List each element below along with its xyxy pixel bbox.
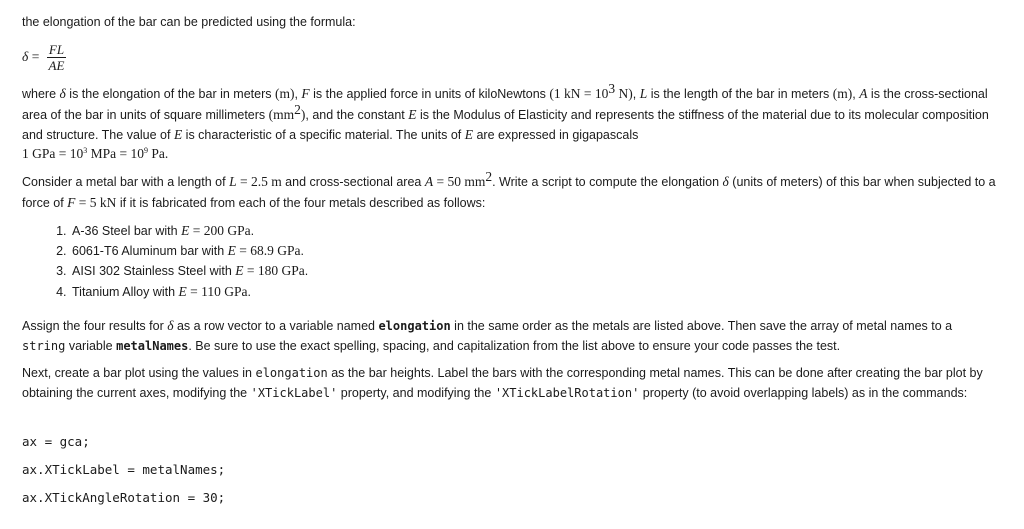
property-xticklabel: 'XTickLabel': [250, 385, 338, 400]
code-line: ax.XTickLabel = metalNames;: [22, 462, 226, 477]
formula: [22, 42, 997, 73]
intro-text: the elongation of the bar can be predicted using the formula:: [22, 15, 356, 29]
list-item: 3. AISI 302 Stainless Steel with E = 180 GPa.: [70, 261, 308, 281]
code-line: ax.XTickAngleRotation = 30;: [22, 490, 226, 505]
property-xticklabelrotation: 'XTickLabelRotation': [494, 385, 640, 400]
variable-elongation: elongation: [378, 319, 451, 333]
consider-paragraph: Consider a metal bar with a length of L = 2.5 m and cross-sectional area A = 50 $mm^2$. Write a script to compute the elongation δ (units of meters) of this bar when subjected to a force of F = 5 kN if it is fabricated from each of the four metals described as follows:: [22, 169, 996, 210]
next-paragraph: Next, create a bar plot using the values in elongation as the bar heights. Label the bars with the corresponding metal names. This can be done after creating the bar plot by obtaining the current axes, modifying the 'XTickLabel' property, and modifying the 'XTickLabelRotation' property (to avoid overlapping labels) as in the commands:: [22, 366, 983, 400]
list-item: 4. Titanium Alloy with E = 110 GPa.: [70, 282, 308, 302]
list-item: 1. A-36 Steel bar with E = 200 GPa.: [70, 221, 308, 241]
formula-equals: =: [31, 48, 40, 64]
formula-numerator: FL: [48, 42, 65, 57]
code-line: ax = gca;: [22, 434, 90, 449]
where-paragraph: where δ is the elongation of the bar in meters (m), F is the applied force in units of kiloNewtons (1 kN = $10^3$ N), L is the length of the bar in meters (m), A is the cross-sectional area of the bar in units of square millimeters $(mm^2)$, and the constant E is the Modulus of Elasticity and represents the stiffness of the material due to its molecular composition and structure. The value of E is characteristic of a specific material. The units of E are expressed in gigapascals: [22, 81, 989, 142]
gpa-conversion: 1 GPa = $10^3$ MPa = $10^9$ Pa.: [22, 146, 169, 161]
formula-lhs: δ: [22, 48, 29, 64]
list-item: 2. 6061-T6 Aluminum bar with E = 68.9 GPa.: [70, 241, 308, 261]
type-string: string: [22, 338, 66, 353]
metals-list: [22, 221, 308, 302]
formula-fraction: [47, 42, 66, 73]
assign-paragraph: Assign the four results for δ as a row vector to a variable named elongation in the same order as the metals are listed above. Then save the array of metal names to a string variable metalNames. Be sure to use the exact spelling, spacing, and capitalization from the list above to ensure your code passes the test.: [22, 318, 953, 353]
formula-denominator: AE: [48, 58, 65, 73]
variable-elongation-ref: elongation: [255, 366, 328, 380]
variable-metalnames: metalNames: [116, 338, 189, 353]
